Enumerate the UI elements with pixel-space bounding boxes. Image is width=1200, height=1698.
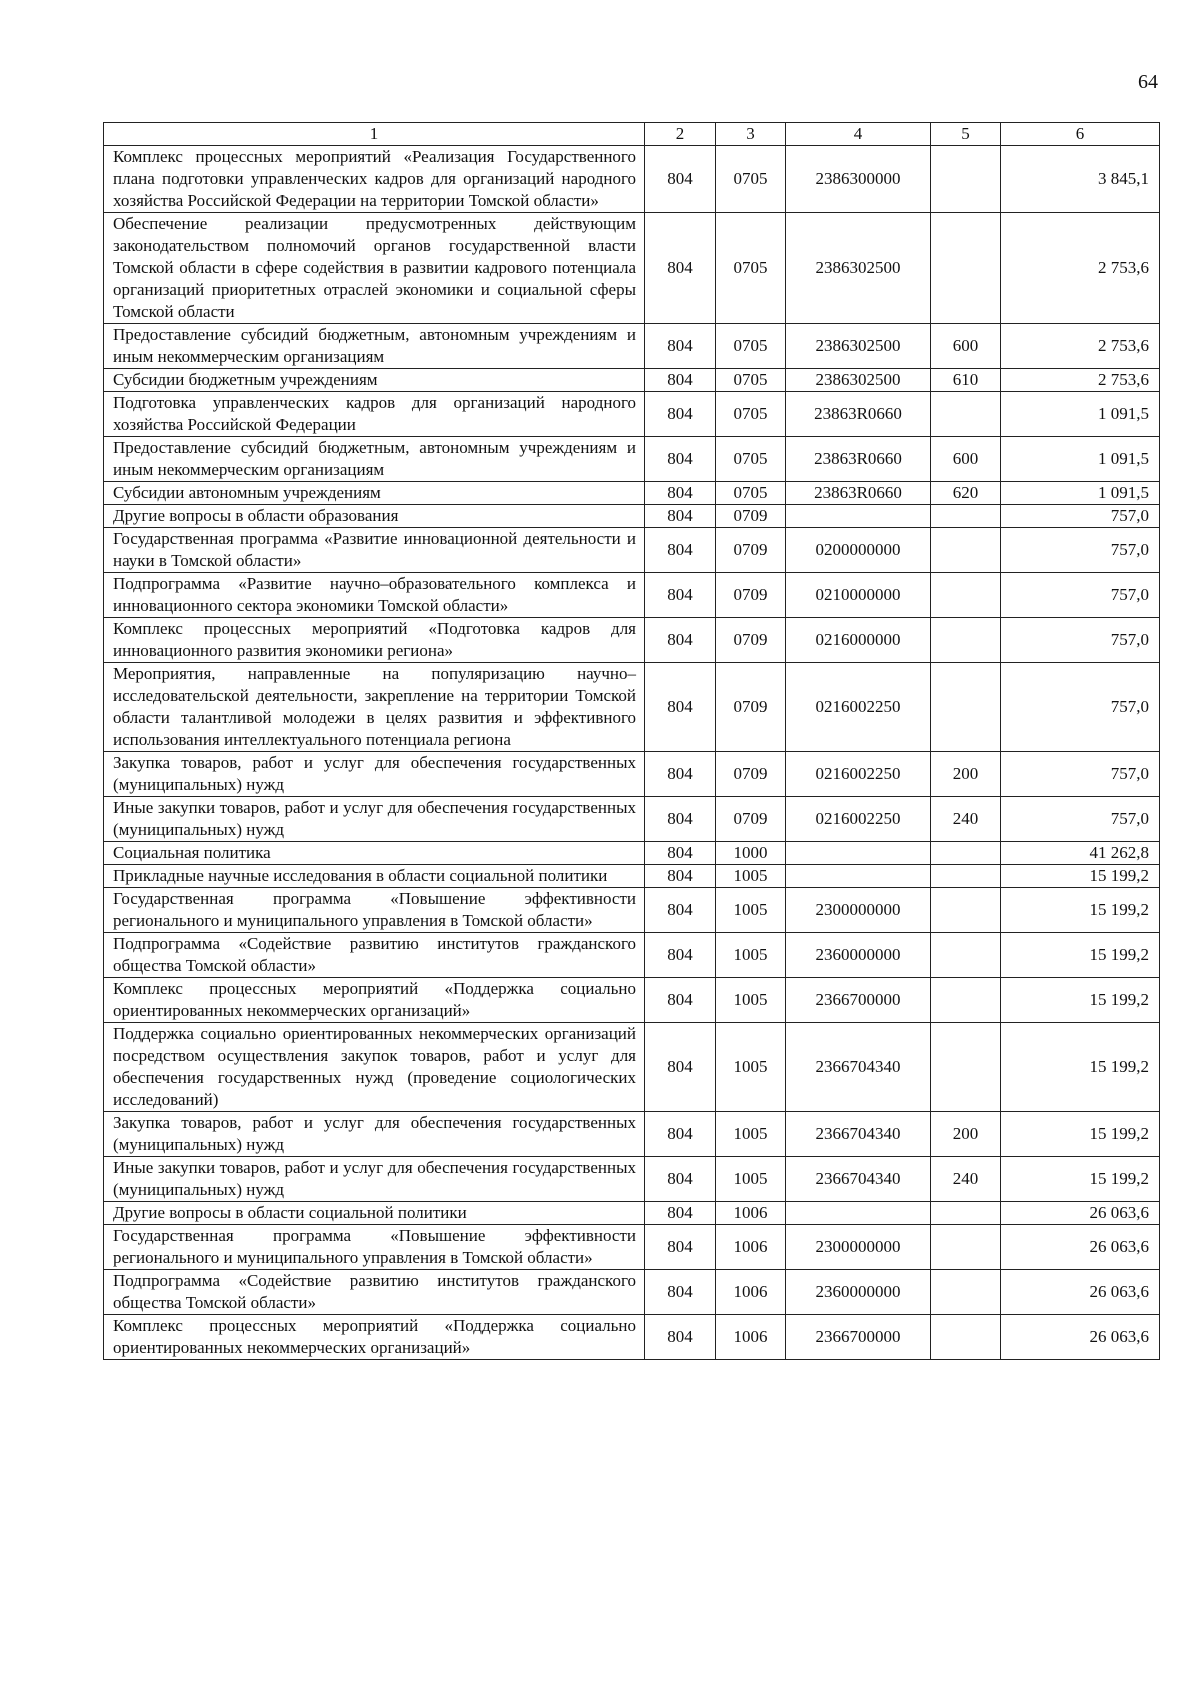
- item-name-cell: Комплекс процессных мероприятий «Поддержка социально ориентированных некоммерческих организаций»: [104, 978, 645, 1023]
- amount-cell: 757,0: [1001, 573, 1160, 618]
- item-name-cell: Предоставление субсидий бюджетным, автономным учреждениям и иным некоммерческим организациям: [104, 324, 645, 369]
- target-code-cell: 2300000000: [786, 1225, 931, 1270]
- expense-type-cell: 200: [931, 752, 1001, 797]
- item-name-cell: Комплекс процессных мероприятий «Подготовка кадров для инновационного развития экономики региона»: [104, 618, 645, 663]
- amount-cell: 26 063,6: [1001, 1315, 1160, 1360]
- amount-cell: 15 199,2: [1001, 1157, 1160, 1202]
- table-row: [104, 369, 1160, 392]
- amount-cell: 15 199,2: [1001, 888, 1160, 933]
- expense-type-cell: [931, 146, 1001, 213]
- admin-code-cell: 804: [645, 797, 716, 842]
- section-code-cell: 0705: [716, 437, 786, 482]
- table-row: [104, 1202, 1160, 1225]
- admin-code-cell: 804: [645, 146, 716, 213]
- section-code-cell: 1005: [716, 888, 786, 933]
- table-row: [104, 797, 1160, 842]
- target-code-cell: 0216002250: [786, 752, 931, 797]
- section-code-cell: 1006: [716, 1202, 786, 1225]
- admin-code-cell: 804: [645, 1270, 716, 1315]
- amount-cell: 757,0: [1001, 797, 1160, 842]
- item-name-cell: Подпрограмма «Развитие научно–образовательного комплекса и инновационного сектора экономики Томской области»: [104, 573, 645, 618]
- target-code-cell: 0216002250: [786, 797, 931, 842]
- table-row: [104, 663, 1160, 752]
- expense-type-cell: [931, 392, 1001, 437]
- target-code-cell: 0216000000: [786, 618, 931, 663]
- target-code-cell: [786, 505, 931, 528]
- item-name-cell: Субсидии бюджетным учреждениям: [104, 369, 645, 392]
- item-name-cell: Государственная программа «Развитие инновационной деятельности и науки в Томской области»: [104, 528, 645, 573]
- table-row: [104, 618, 1160, 663]
- item-name-cell: Государственная программа «Повышение эффективности регионального и муниципального управления в Томской области»: [104, 888, 645, 933]
- admin-code-cell: 804: [645, 978, 716, 1023]
- expense-type-cell: [931, 663, 1001, 752]
- item-name-cell: Прикладные научные исследования в области социальной политики: [104, 865, 645, 888]
- column-header: 2: [645, 123, 716, 146]
- target-code-cell: 2366700000: [786, 1315, 931, 1360]
- target-code-cell: 2386302500: [786, 324, 931, 369]
- item-name-cell: Подпрограмма «Содействие развитию институтов гражданского общества Томской области»: [104, 1270, 645, 1315]
- section-code-cell: 0709: [716, 528, 786, 573]
- section-code-cell: 1000: [716, 842, 786, 865]
- table-row: [104, 888, 1160, 933]
- table-row: [104, 752, 1160, 797]
- section-code-cell: 0705: [716, 146, 786, 213]
- amount-cell: 757,0: [1001, 505, 1160, 528]
- admin-code-cell: 804: [645, 1023, 716, 1112]
- table-row: [104, 573, 1160, 618]
- expense-type-cell: 200: [931, 1112, 1001, 1157]
- target-code-cell: 2386302500: [786, 369, 931, 392]
- item-name-cell: Мероприятия, направленные на популяризацию научно–исследовательской деятельности, закрепление на территории Томской области талантливой молодежи в целях развития и эффективного использования интеллектуального потенциала региона: [104, 663, 645, 752]
- amount-cell: 41 262,8: [1001, 842, 1160, 865]
- item-name-cell: Государственная программа «Повышение эффективности регионального и муниципального управления в Томской области»: [104, 1225, 645, 1270]
- section-code-cell: 0705: [716, 213, 786, 324]
- header-row: [104, 123, 1160, 146]
- table-row: [104, 146, 1160, 213]
- table-row: [104, 324, 1160, 369]
- section-code-cell: 0709: [716, 573, 786, 618]
- item-name-cell: Закупка товаров, работ и услуг для обеспечения государственных (муниципальных) нужд: [104, 752, 645, 797]
- target-code-cell: 2360000000: [786, 933, 931, 978]
- amount-cell: 26 063,6: [1001, 1202, 1160, 1225]
- section-code-cell: 0705: [716, 369, 786, 392]
- amount-cell: 757,0: [1001, 752, 1160, 797]
- section-code-cell: 0709: [716, 618, 786, 663]
- column-header: 6: [1001, 123, 1160, 146]
- table-row: [104, 1023, 1160, 1112]
- expense-type-cell: [931, 978, 1001, 1023]
- target-code-cell: 2360000000: [786, 1270, 931, 1315]
- admin-code-cell: 804: [645, 1112, 716, 1157]
- section-code-cell: 0705: [716, 482, 786, 505]
- section-code-cell: 1005: [716, 865, 786, 888]
- item-name-cell: Другие вопросы в области образования: [104, 505, 645, 528]
- table-row: [104, 1225, 1160, 1270]
- expense-type-cell: [931, 1202, 1001, 1225]
- expense-type-cell: [931, 1023, 1001, 1112]
- admin-code-cell: 804: [645, 437, 716, 482]
- target-code-cell: 2366704340: [786, 1112, 931, 1157]
- section-code-cell: 0709: [716, 752, 786, 797]
- expense-type-cell: [931, 528, 1001, 573]
- amount-cell: 15 199,2: [1001, 1023, 1160, 1112]
- table-row: [104, 392, 1160, 437]
- table-row: [104, 933, 1160, 978]
- column-header: 5: [931, 123, 1001, 146]
- amount-cell: 15 199,2: [1001, 933, 1160, 978]
- table-row: [104, 505, 1160, 528]
- amount-cell: 26 063,6: [1001, 1270, 1160, 1315]
- expense-type-cell: [931, 618, 1001, 663]
- item-name-cell: Социальная политика: [104, 842, 645, 865]
- section-code-cell: 0705: [716, 324, 786, 369]
- target-code-cell: 2366700000: [786, 978, 931, 1023]
- section-code-cell: 0709: [716, 505, 786, 528]
- item-name-cell: Комплекс процессных мероприятий «Поддержка социально ориентированных некоммерческих организаций»: [104, 1315, 645, 1360]
- amount-cell: 15 199,2: [1001, 978, 1160, 1023]
- admin-code-cell: 804: [645, 1202, 716, 1225]
- budget-table: [103, 122, 1160, 1360]
- section-code-cell: 1006: [716, 1225, 786, 1270]
- expense-type-cell: [931, 865, 1001, 888]
- target-code-cell: 23863R0660: [786, 482, 931, 505]
- table-row: [104, 865, 1160, 888]
- admin-code-cell: 804: [645, 933, 716, 978]
- target-code-cell: 2300000000: [786, 888, 931, 933]
- item-name-cell: Комплекс процессных мероприятий «Реализация Государственного плана подготовки управленческих кадров для организаций народного хозяйства Российской Федерации на территории Томской области»: [104, 146, 645, 213]
- target-code-cell: [786, 1202, 931, 1225]
- column-header: 4: [786, 123, 931, 146]
- admin-code-cell: 804: [645, 888, 716, 933]
- section-code-cell: 1006: [716, 1315, 786, 1360]
- table-row: [104, 437, 1160, 482]
- table-header: [104, 123, 1160, 146]
- expense-type-cell: [931, 933, 1001, 978]
- target-code-cell: 0200000000: [786, 528, 931, 573]
- expense-type-cell: 240: [931, 797, 1001, 842]
- section-code-cell: 1005: [716, 1112, 786, 1157]
- item-name-cell: Иные закупки товаров, работ и услуг для обеспечения государственных (муниципальных) нужд: [104, 1157, 645, 1202]
- target-code-cell: [786, 842, 931, 865]
- expense-type-cell: 600: [931, 437, 1001, 482]
- target-code-cell: 2366704340: [786, 1157, 931, 1202]
- item-name-cell: Подпрограмма «Содействие развитию институтов гражданского общества Томской области»: [104, 933, 645, 978]
- expense-type-cell: 620: [931, 482, 1001, 505]
- amount-cell: 1 091,5: [1001, 437, 1160, 482]
- expense-type-cell: 610: [931, 369, 1001, 392]
- section-code-cell: 0705: [716, 392, 786, 437]
- amount-cell: 15 199,2: [1001, 1112, 1160, 1157]
- admin-code-cell: 804: [645, 865, 716, 888]
- target-code-cell: 2386302500: [786, 213, 931, 324]
- section-code-cell: 0709: [716, 663, 786, 752]
- amount-cell: 757,0: [1001, 663, 1160, 752]
- item-name-cell: Другие вопросы в области социальной политики: [104, 1202, 645, 1225]
- admin-code-cell: 804: [645, 752, 716, 797]
- expense-type-cell: [931, 1270, 1001, 1315]
- column-header: 1: [104, 123, 645, 146]
- section-code-cell: 1005: [716, 1157, 786, 1202]
- admin-code-cell: 804: [645, 1225, 716, 1270]
- amount-cell: 2 753,6: [1001, 213, 1160, 324]
- admin-code-cell: 804: [645, 528, 716, 573]
- section-code-cell: 1006: [716, 1270, 786, 1315]
- section-code-cell: 0709: [716, 797, 786, 842]
- target-code-cell: 23863R0660: [786, 392, 931, 437]
- expense-type-cell: [931, 213, 1001, 324]
- expense-type-cell: [931, 888, 1001, 933]
- expense-type-cell: 240: [931, 1157, 1001, 1202]
- table-row: [104, 482, 1160, 505]
- item-name-cell: Обеспечение реализации предусмотренных действующим законодательством полномочий органов государственной власти Томской области в сфере содействия в развитии кадрового потенциала организаций приоритетных отраслей экономики и социальной сферы Томской области: [104, 213, 645, 324]
- target-code-cell: 2386300000: [786, 146, 931, 213]
- column-header: 3: [716, 123, 786, 146]
- item-name-cell: Предоставление субсидий бюджетным, автономным учреждениям и иным некоммерческим организациям: [104, 437, 645, 482]
- amount-cell: 2 753,6: [1001, 324, 1160, 369]
- expense-type-cell: [931, 505, 1001, 528]
- target-code-cell: 0210000000: [786, 573, 931, 618]
- admin-code-cell: 804: [645, 842, 716, 865]
- expense-type-cell: 600: [931, 324, 1001, 369]
- amount-cell: 757,0: [1001, 528, 1160, 573]
- admin-code-cell: 804: [645, 573, 716, 618]
- expense-type-cell: [931, 1315, 1001, 1360]
- target-code-cell: 23863R0660: [786, 437, 931, 482]
- amount-cell: 3 845,1: [1001, 146, 1160, 213]
- admin-code-cell: 804: [645, 324, 716, 369]
- table-row: [104, 1270, 1160, 1315]
- expense-type-cell: [931, 842, 1001, 865]
- item-name-cell: Иные закупки товаров, работ и услуг для обеспечения государственных (муниципальных) нужд: [104, 797, 645, 842]
- amount-cell: 1 091,5: [1001, 482, 1160, 505]
- table-row: [104, 1112, 1160, 1157]
- expense-type-cell: [931, 573, 1001, 618]
- table-row: [104, 978, 1160, 1023]
- target-code-cell: 0216002250: [786, 663, 931, 752]
- target-code-cell: 2366704340: [786, 1023, 931, 1112]
- admin-code-cell: 804: [645, 505, 716, 528]
- item-name-cell: Поддержка социально ориентированных некоммерческих организаций посредством осуществления закупок товаров, работ и услуг для обеспечения государственных нужд (проведение социологических исследований): [104, 1023, 645, 1112]
- amount-cell: 26 063,6: [1001, 1225, 1160, 1270]
- item-name-cell: Закупка товаров, работ и услуг для обеспечения государственных (муниципальных) нужд: [104, 1112, 645, 1157]
- amount-cell: 1 091,5: [1001, 392, 1160, 437]
- expense-type-cell: [931, 1225, 1001, 1270]
- table-body: [104, 146, 1160, 1360]
- table-row: [104, 1315, 1160, 1360]
- table-row: [104, 528, 1160, 573]
- amount-cell: 15 199,2: [1001, 865, 1160, 888]
- table-row: [104, 842, 1160, 865]
- admin-code-cell: 804: [645, 482, 716, 505]
- admin-code-cell: 804: [645, 618, 716, 663]
- target-code-cell: [786, 865, 931, 888]
- page-number: 64: [1138, 71, 1158, 93]
- item-name-cell: Субсидии автономным учреждениям: [104, 482, 645, 505]
- amount-cell: 2 753,6: [1001, 369, 1160, 392]
- section-code-cell: 1005: [716, 978, 786, 1023]
- section-code-cell: 1005: [716, 1023, 786, 1112]
- table-row: [104, 1157, 1160, 1202]
- admin-code-cell: 804: [645, 392, 716, 437]
- admin-code-cell: 804: [645, 369, 716, 392]
- table-row: [104, 213, 1160, 324]
- amount-cell: 757,0: [1001, 618, 1160, 663]
- item-name-cell: Подготовка управленческих кадров для организаций народного хозяйства Российской Федерации: [104, 392, 645, 437]
- section-code-cell: 1005: [716, 933, 786, 978]
- admin-code-cell: 804: [645, 663, 716, 752]
- admin-code-cell: 804: [645, 1315, 716, 1360]
- admin-code-cell: 804: [645, 213, 716, 324]
- admin-code-cell: 804: [645, 1157, 716, 1202]
